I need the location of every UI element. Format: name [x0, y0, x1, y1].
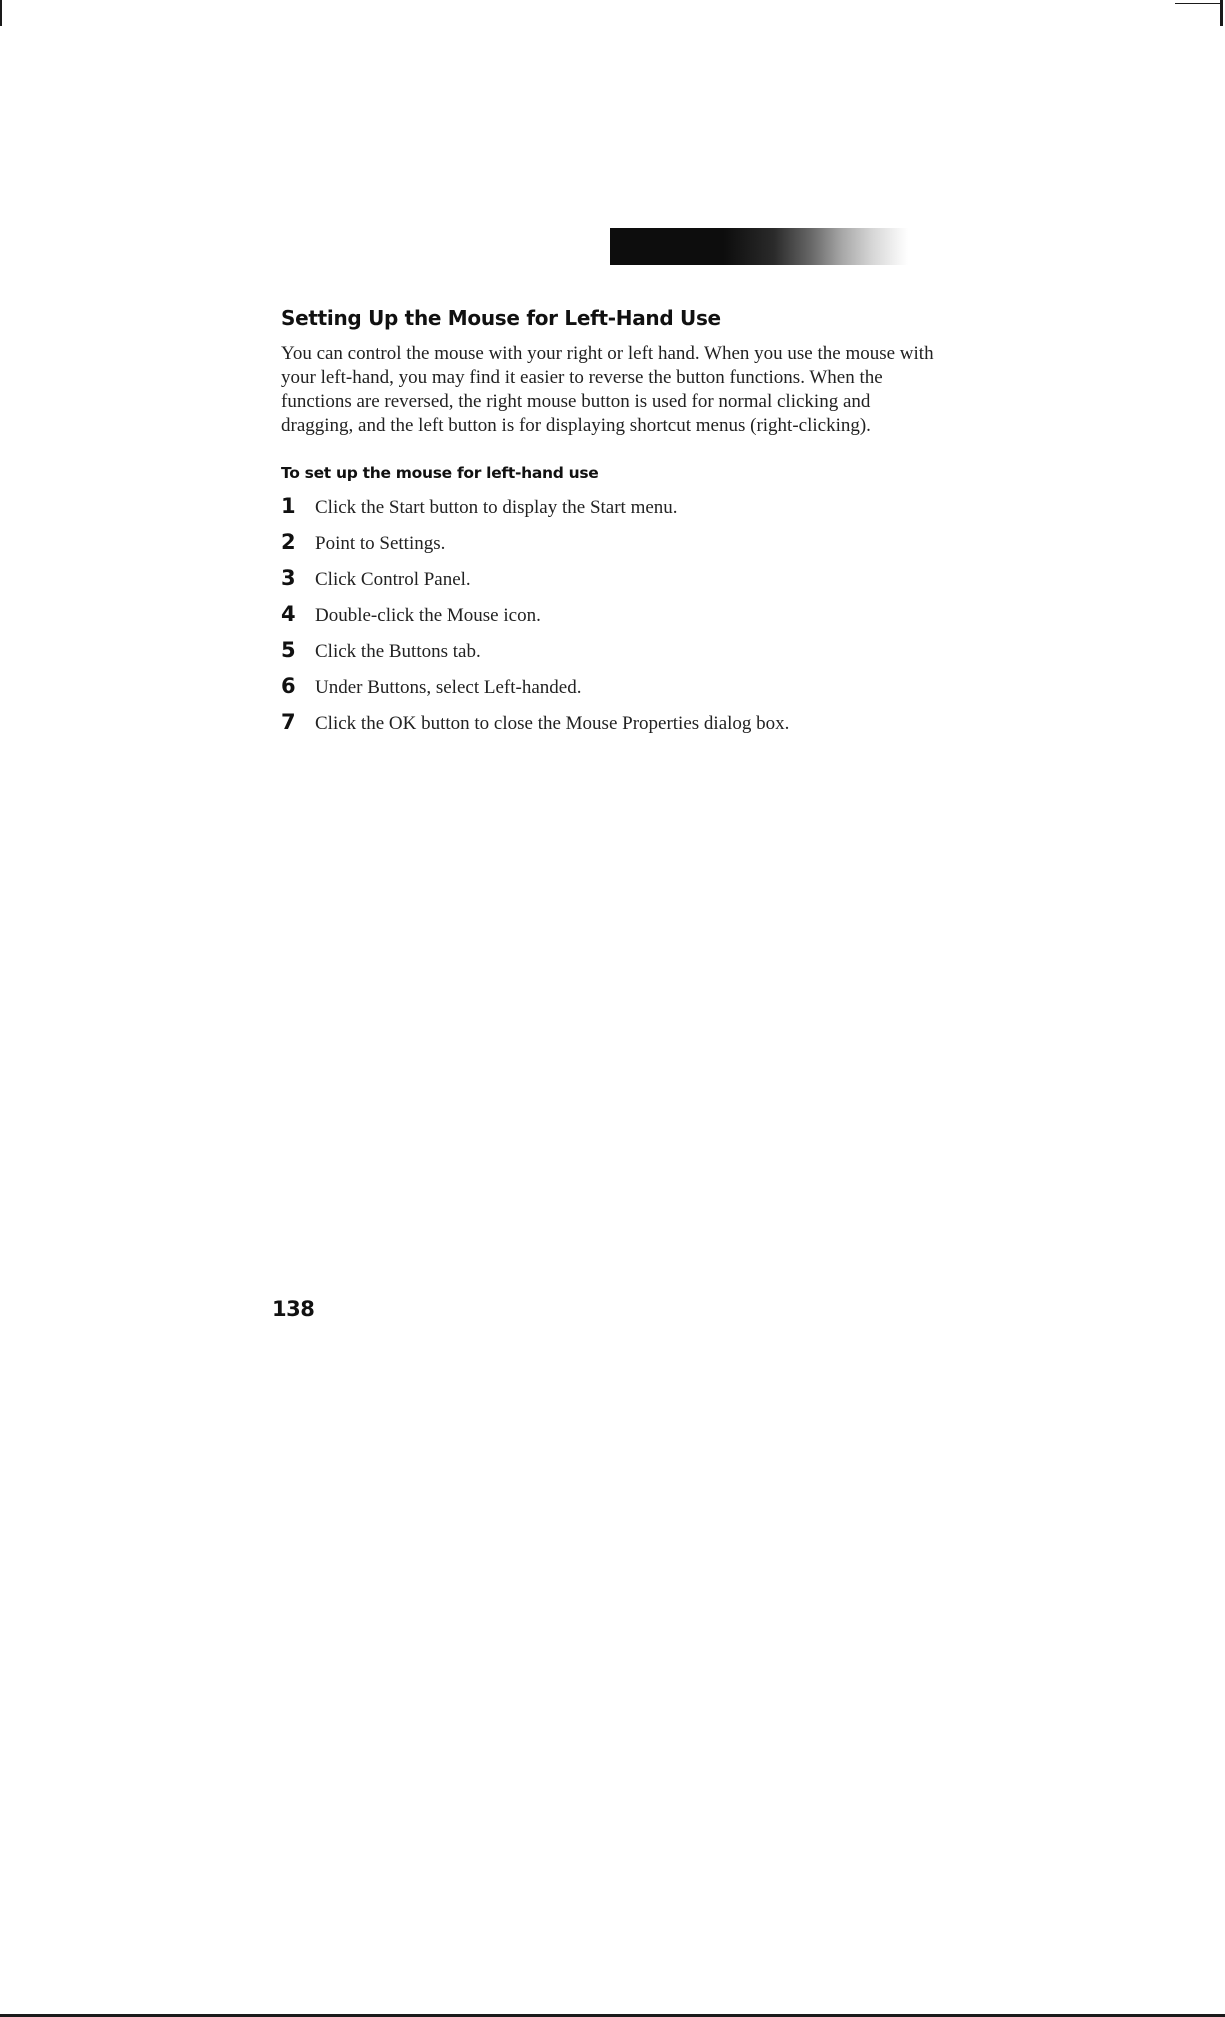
step-number: 6 — [281, 674, 296, 698]
decorative-header-bar — [610, 228, 908, 265]
step-6 — [281, 674, 961, 710]
steps-list — [281, 494, 961, 746]
step-4 — [281, 602, 961, 638]
step-7 — [281, 710, 961, 746]
crop-mark-top-right-horizontal — [1175, 3, 1222, 4]
step-2 — [281, 530, 961, 566]
section-title: Setting Up the Mouse for Left-Hand Use — [281, 306, 721, 330]
step-text: Click the Buttons tab. — [315, 641, 481, 662]
page-number: 138 — [272, 1297, 315, 1321]
intro-paragraph: You can control the mouse with your right or left hand. When you use the mouse with your left-hand, you may find it easier to reverse the button functions. When the functions are reversed, the right mouse button is used for normal clicking and dragging, and the left button is for displaying shortcut menus (right-clicking). — [281, 343, 934, 436]
step-text: Double-click the Mouse icon. — [315, 605, 541, 626]
procedure-heading: To set up the mouse for left-hand use — [281, 464, 599, 482]
step-text: Click Control Panel. — [315, 569, 471, 590]
step-5 — [281, 638, 961, 674]
step-number: 2 — [281, 530, 296, 554]
step-number: 5 — [281, 638, 296, 662]
step-text: Under Buttons, select Left-handed. — [315, 677, 582, 698]
step-text: Point to Settings. — [315, 533, 446, 554]
step-3 — [281, 566, 961, 602]
step-1 — [281, 494, 961, 530]
step-number: 7 — [281, 710, 296, 734]
page-content — [281, 306, 961, 746]
step-number: 4 — [281, 602, 296, 626]
step-number: 3 — [281, 566, 296, 590]
crop-mark-top-left — [0, 0, 2, 26]
step-text: Click the OK button to close the Mouse Properties dialog box. — [315, 713, 790, 734]
step-number: 1 — [281, 494, 296, 518]
step-text: Click the Start button to display the Start menu. — [315, 497, 678, 518]
